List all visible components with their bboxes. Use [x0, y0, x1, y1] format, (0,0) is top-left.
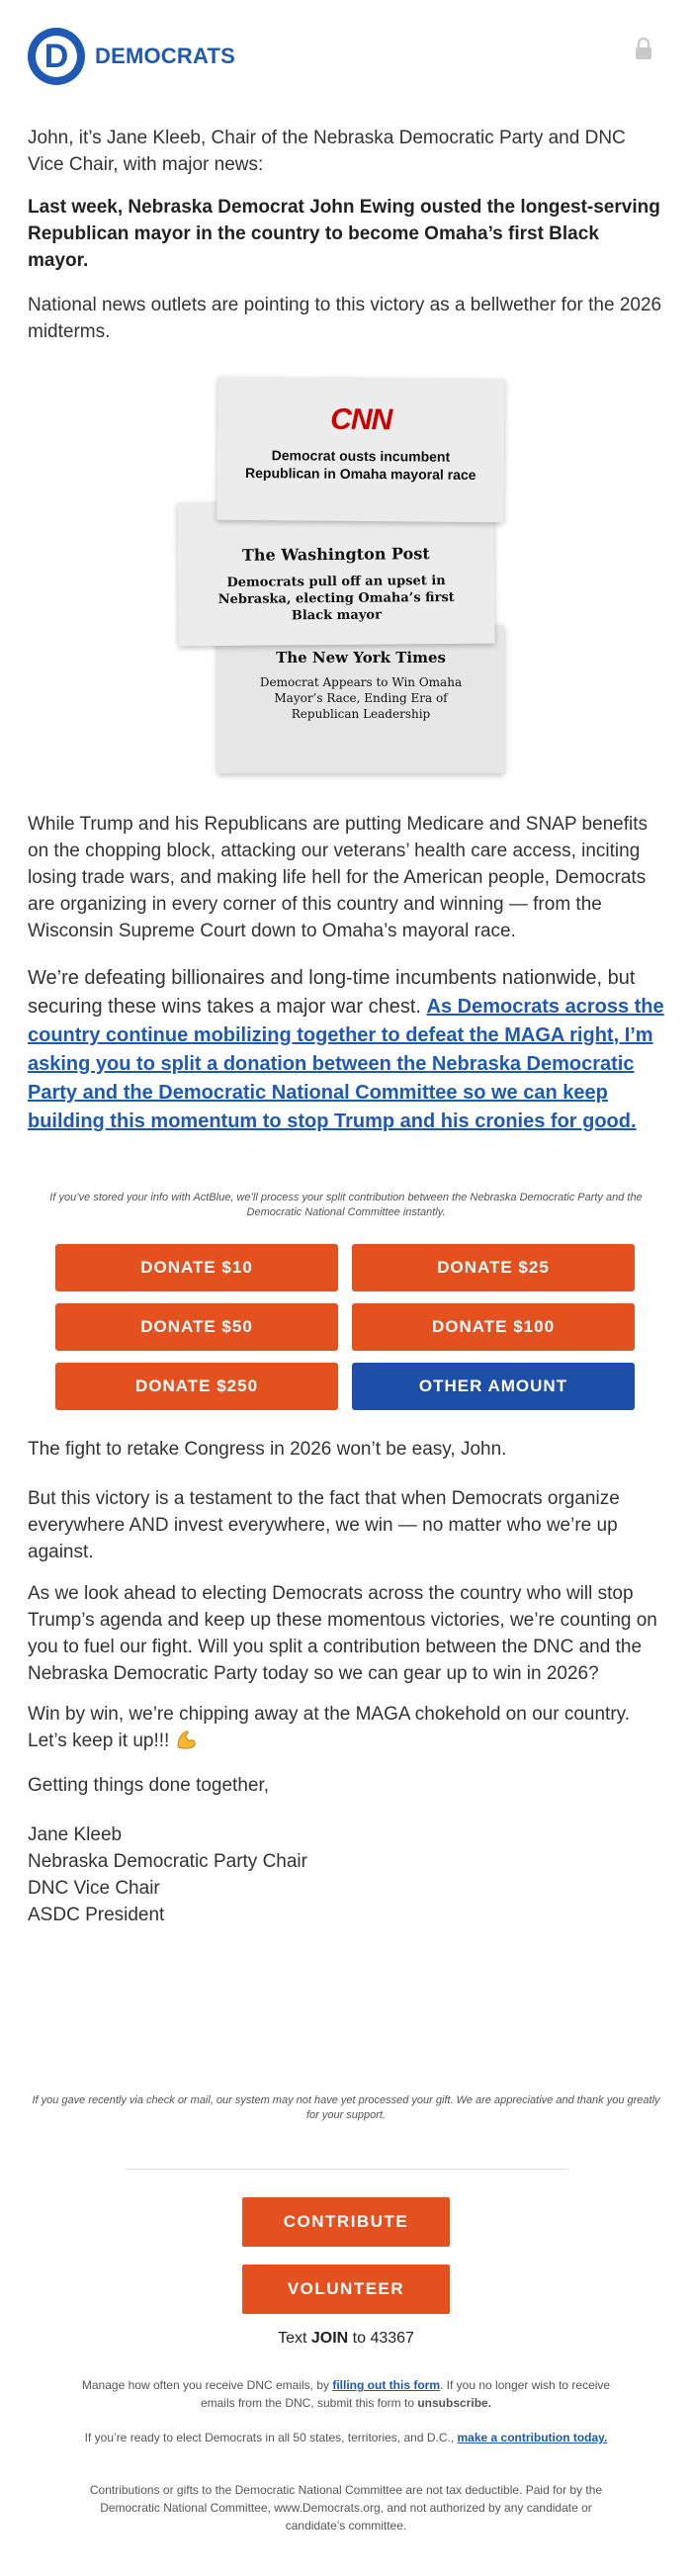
text-prefix: Text — [278, 2330, 311, 2347]
make-contribution-link[interactable]: make a contribution today. — [457, 2431, 608, 2444]
signature-title-3: ASDC President — [28, 1905, 165, 1925]
closing-paragraph-1: The fight to retake Congress in 2026 won’t be easy, John. — [28, 1439, 507, 1460]
closing-paragraph-4 — [28, 1701, 664, 1754]
email-header — [28, 28, 664, 87]
donate-10-button[interactable]: DONATE $10 — [55, 1244, 338, 1291]
nyt-headline: Democrat Appears to Win Omaha Mayor’s Race, Ending Era of Republican Leadership — [259, 675, 463, 721]
manage-text-2: . If you no longer wish to receive emails from the DNC, submit this form to — [200, 2378, 611, 2410]
closing-paragraph-2: But this victory is a testament to the fact that when Democrats organize everywhere AND invest everywhere, we win — no matter who we’re up against. — [28, 1488, 620, 1562]
contribute-button[interactable]: CONTRIBUTE — [242, 2197, 450, 2247]
wapo-headline: Democrats pull off an upset in Nebraska, electing Omaha’s first Black mayor — [217, 574, 455, 624]
ready-text: If you’re ready to elect Democrats in all 50 states, territories, and D.C., — [84, 2431, 458, 2444]
intro-paragraph-1: John, it’s Jane Kleeb, Chair of the Nebraska Democratic Party and DNC Vice Chair, with major news: — [28, 128, 626, 175]
cnn-headline: Democrat ousts incumbent Republican in Omaha mayoral race — [245, 447, 476, 484]
body-paragraph-ask — [28, 964, 664, 1136]
split-donation-link[interactable]: As Democrats across the country continue mobilizing together to defeat the MAGA right, I’m asking you to split a donation between the Nebraska Democratic Party and the Democratic National Committee so we can keep building this momentum to stop Trump and his cronies for good. — [28, 996, 664, 1132]
manage-text-1: Manage how often you receive DNC emails, by — [81, 2378, 333, 2392]
donate-250-button[interactable]: DONATE $250 — [55, 1363, 338, 1410]
logo-d-circle-icon — [28, 28, 85, 85]
wapo-logo: The Washington Post — [241, 544, 430, 565]
intro-paragraph-bold: Last week, Nebraska Democrat John Ewing ousted the longest-serving Republican mayor in the country to become Omaha’s first Black mayor. — [28, 197, 660, 271]
signature-title-1: Nebraska Democratic Party Chair — [28, 1851, 307, 1872]
logo-letter: D — [43, 38, 69, 75]
democrats-logo[interactable] — [28, 28, 235, 85]
clipping-cnn — [216, 377, 504, 523]
signature-title-2: DNC Vice Chair — [28, 1878, 160, 1899]
manage-form-link[interactable]: filling out this form — [332, 2378, 440, 2392]
ready-to-elect-note — [69, 2429, 623, 2446]
closing-paragraph-4-text: Win by win, we’re chipping away at the MAGA chokehold on our country. Let’s keep it up!!! — [28, 1704, 631, 1751]
text-suffix: to 43367 — [348, 2330, 414, 2347]
actblue-note: If you’ve stored your info with ActBlue, we’ll process your split contribution between the Nebraska Democratic Party and the Democratic National Committee instantly. — [49, 1192, 643, 1218]
check-mail-note: If you gave recently via check or mail, our system may not have yet processed your gift. We are appreciative and thank you greatly for your support. — [32, 2094, 660, 2121]
intro-paragraph-3: National news outlets are pointing to this victory as a bellwether for the 2026 midterms. — [28, 295, 662, 342]
legal-disclaimer: Contributions or gifts to the Democratic National Committee are not tax deductible. Paid for by the Democratic National Committee, www.Democrats.org, and not authorized by any candidate or candidate’s committee. — [89, 2483, 603, 2532]
unsubscribe-link[interactable]: unsubscribe. — [417, 2396, 492, 2410]
manage-emails-note — [69, 2376, 623, 2412]
clipping-nyt — [217, 625, 504, 773]
footer-divider — [125, 2169, 567, 2170]
volunteer-button[interactable]: VOLUNTEER — [242, 2265, 450, 2314]
closing-paragraph-5: Getting things done together, — [28, 1775, 270, 1796]
ask-text: We’re defeating billionaires and long-time incumbents nationwide, but securing these wins takes a major war chest. — [28, 967, 636, 1018]
other-amount-button[interactable]: OTHER AMOUNT — [352, 1363, 635, 1410]
nyt-logo: The New York Times — [276, 649, 446, 666]
closing-paragraph-3: As we look ahead to electing Democrats across the country who will stop Trump’s agenda and keep up these momentous victories, we’re counting on you to fuel our fight. Will you split a contribution between the DNC and the Nebraska Democratic Party today so we can gear up to win in 2026? — [28, 1583, 657, 1684]
news-clippings-image — [178, 378, 514, 778]
donate-50-button[interactable]: DONATE $50 — [55, 1303, 338, 1351]
signature-name: Jane Kleeb — [28, 1824, 123, 1845]
flexed-bicep-icon — [175, 1729, 197, 1750]
lock-icon — [635, 38, 652, 59]
logo-text: DEMOCRATS — [95, 44, 235, 68]
cnn-logo: CNN — [330, 402, 392, 437]
text-join-line — [0, 2330, 692, 2348]
text-keyword: JOIN — [310, 2330, 349, 2347]
body-paragraph-trump: While Trump and his Republicans are putting Medicare and SNAP benefits on the chopping block, attacking our veterans’ health care access, inciting losing trade wars, and making life hell for the American people, Democrats are organizing in every corner of this country and winning — from the Wisconsin Supreme Court down to Omaha’s mayoral race. — [28, 814, 648, 941]
donate-100-button[interactable]: DONATE $100 — [352, 1303, 635, 1351]
donate-25-button[interactable]: DONATE $25 — [352, 1244, 635, 1291]
